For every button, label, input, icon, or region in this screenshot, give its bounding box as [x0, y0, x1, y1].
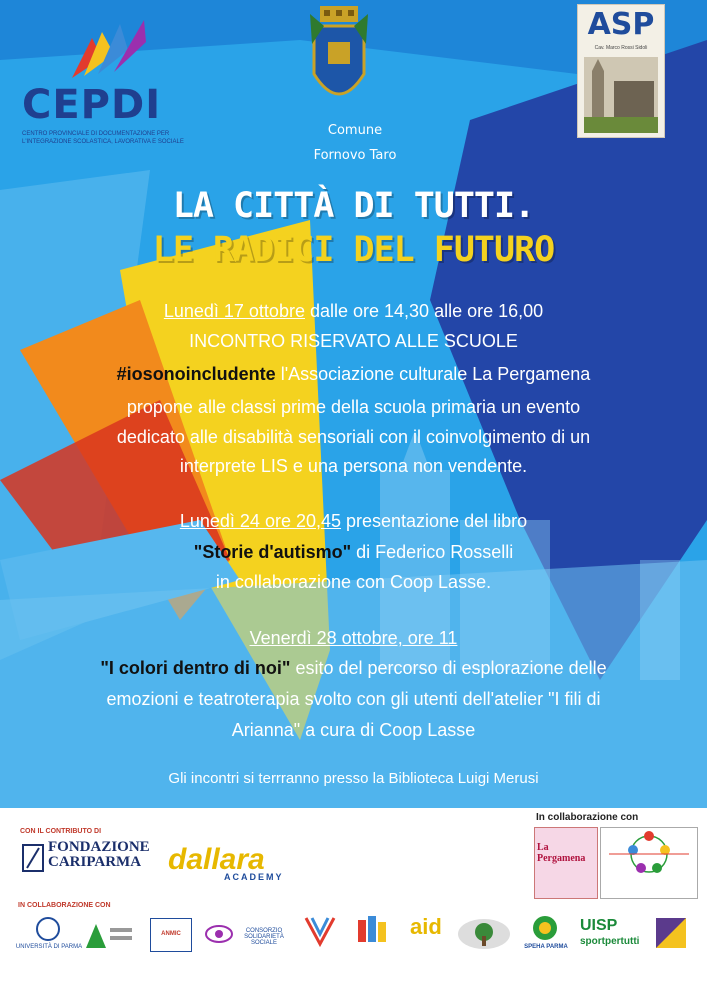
fondazione-line2: CARIPARMA — [48, 854, 142, 870]
event1-date: Lunedì 17 ottobre — [163, 301, 305, 321]
event1-hashtag: #iosonoincludente — [116, 364, 276, 384]
anmic-label: ANMIC — [161, 931, 181, 937]
event2-date: Lunedì 24 ore 20,45 — [179, 511, 341, 531]
title-line1: LA CITTÀ DI TUTTI. — [172, 186, 535, 226]
event2-book-line — [0, 539, 707, 566]
comune-label — [270, 118, 440, 168]
unipr-label: UNIVERSITÀ DI PARMA — [15, 944, 83, 950]
title-line2: LE RADICI DEL FUTURO — [152, 230, 555, 270]
fondazione-cariparma-logo — [22, 840, 150, 870]
sportpertutti-logo: sportpertutti — [580, 936, 640, 947]
event3-date: Venerdì 28 ottobre, ore 11 — [249, 628, 458, 648]
coop-lasse-logo — [600, 827, 698, 899]
event3-line4: Arianna" a cura di Coop Lasse — [231, 720, 476, 740]
asp-logo — [577, 4, 665, 138]
event2-dateline — [0, 508, 707, 535]
event1-dateline — [0, 298, 707, 325]
uisp-logo: UISP — [580, 917, 618, 934]
event3-dateline — [0, 625, 707, 652]
asp-title: ASP — [587, 7, 655, 42]
event2-author: di Federico Rosselli — [351, 542, 514, 562]
event3-line2a: esito del percorso di esplorazione delle — [290, 658, 607, 678]
collaborazione-heading: In collaborazione con — [536, 812, 639, 823]
eye-icon — [204, 924, 234, 944]
asp-subtitle: Cav. Marco Rossi Sidoli — [594, 45, 648, 51]
cepdi-subtitle: CENTRO PROVINCIALE DI DOCUMENTAZIONE PER L'INTEGRAZIONE SCOLASTICA, LAVORATIVA E SOCIALE — [22, 131, 184, 145]
colorful-figure-icon — [352, 914, 392, 950]
event1-time: dalle ore 14,30 alle ore 16,00 — [304, 301, 544, 321]
regione-logo-icon — [84, 920, 134, 950]
event1-line6: interprete LIS e una persona non vendente. — [179, 456, 528, 476]
event2-collab: in collaborazione con Coop Lasse. — [215, 572, 492, 592]
pergamena-logo — [534, 827, 598, 899]
cepdi-name: CEPDI — [22, 82, 162, 128]
event3-name-line — [0, 655, 707, 682]
event3-line3: emozioni e teatroterapia svolto con gli utenti dell'atelier "I fili di — [106, 689, 601, 709]
event2-book: "Storie d'autismo" — [193, 542, 352, 562]
person-figure-icon — [302, 914, 338, 950]
comune-line2: Fornovo Taro — [313, 148, 397, 163]
event1-line5: dedicato alle disabilità sensoriali con il coinvolgimento di un — [116, 427, 591, 447]
speha-label: SPEHA PARMA — [524, 944, 568, 950]
anmic-logo — [150, 918, 192, 952]
dallara-logo: dallara — [168, 843, 265, 876]
unipr-seal-icon — [26, 916, 70, 942]
comune-line1: Comune — [327, 123, 383, 138]
event3-name: "I colori dentro di noi" — [100, 658, 291, 678]
in-collaborazione-label: IN COLLABORAZIONE CON — [18, 902, 111, 909]
fondazione-line1: FONDAZIONE — [48, 839, 150, 855]
aid-logo: aid — [410, 914, 442, 939]
event1-intro-line — [0, 361, 707, 388]
speha-icon — [530, 914, 560, 942]
lasse-circle-icon — [601, 828, 697, 878]
purple-square-icon — [656, 918, 686, 948]
dallara-academy: ACADEMY — [224, 872, 284, 882]
page-title — [0, 184, 707, 272]
event1-line4: propone alle classi prime della scuola primaria un evento — [126, 397, 581, 417]
comune-crest-icon — [306, 4, 372, 114]
event1-intro: l'Associazione culturale La Pergamena — [275, 364, 591, 384]
cepdi-book-icon — [62, 18, 172, 82]
cepdi-logo — [18, 18, 188, 148]
event1-subtitle: INCONTRO RISERVATO ALLE SCUOLE — [189, 331, 518, 351]
tree-icon — [456, 918, 512, 952]
venue-text: Gli incontri si terrranno presso la Biblioteca Luigi Merusi — [168, 770, 539, 787]
pergamena-name: La Pergamena — [537, 842, 586, 864]
consorzio-label: CONSORZIO SOLIDARIETÀ SOCIALE — [244, 928, 284, 946]
event2-desc: presentazione del libro — [341, 511, 528, 531]
contributo-label: CON IL CONTRIBUTO DI — [20, 828, 102, 835]
fondazione-icon — [22, 844, 44, 872]
asp-building-icon — [584, 57, 658, 133]
